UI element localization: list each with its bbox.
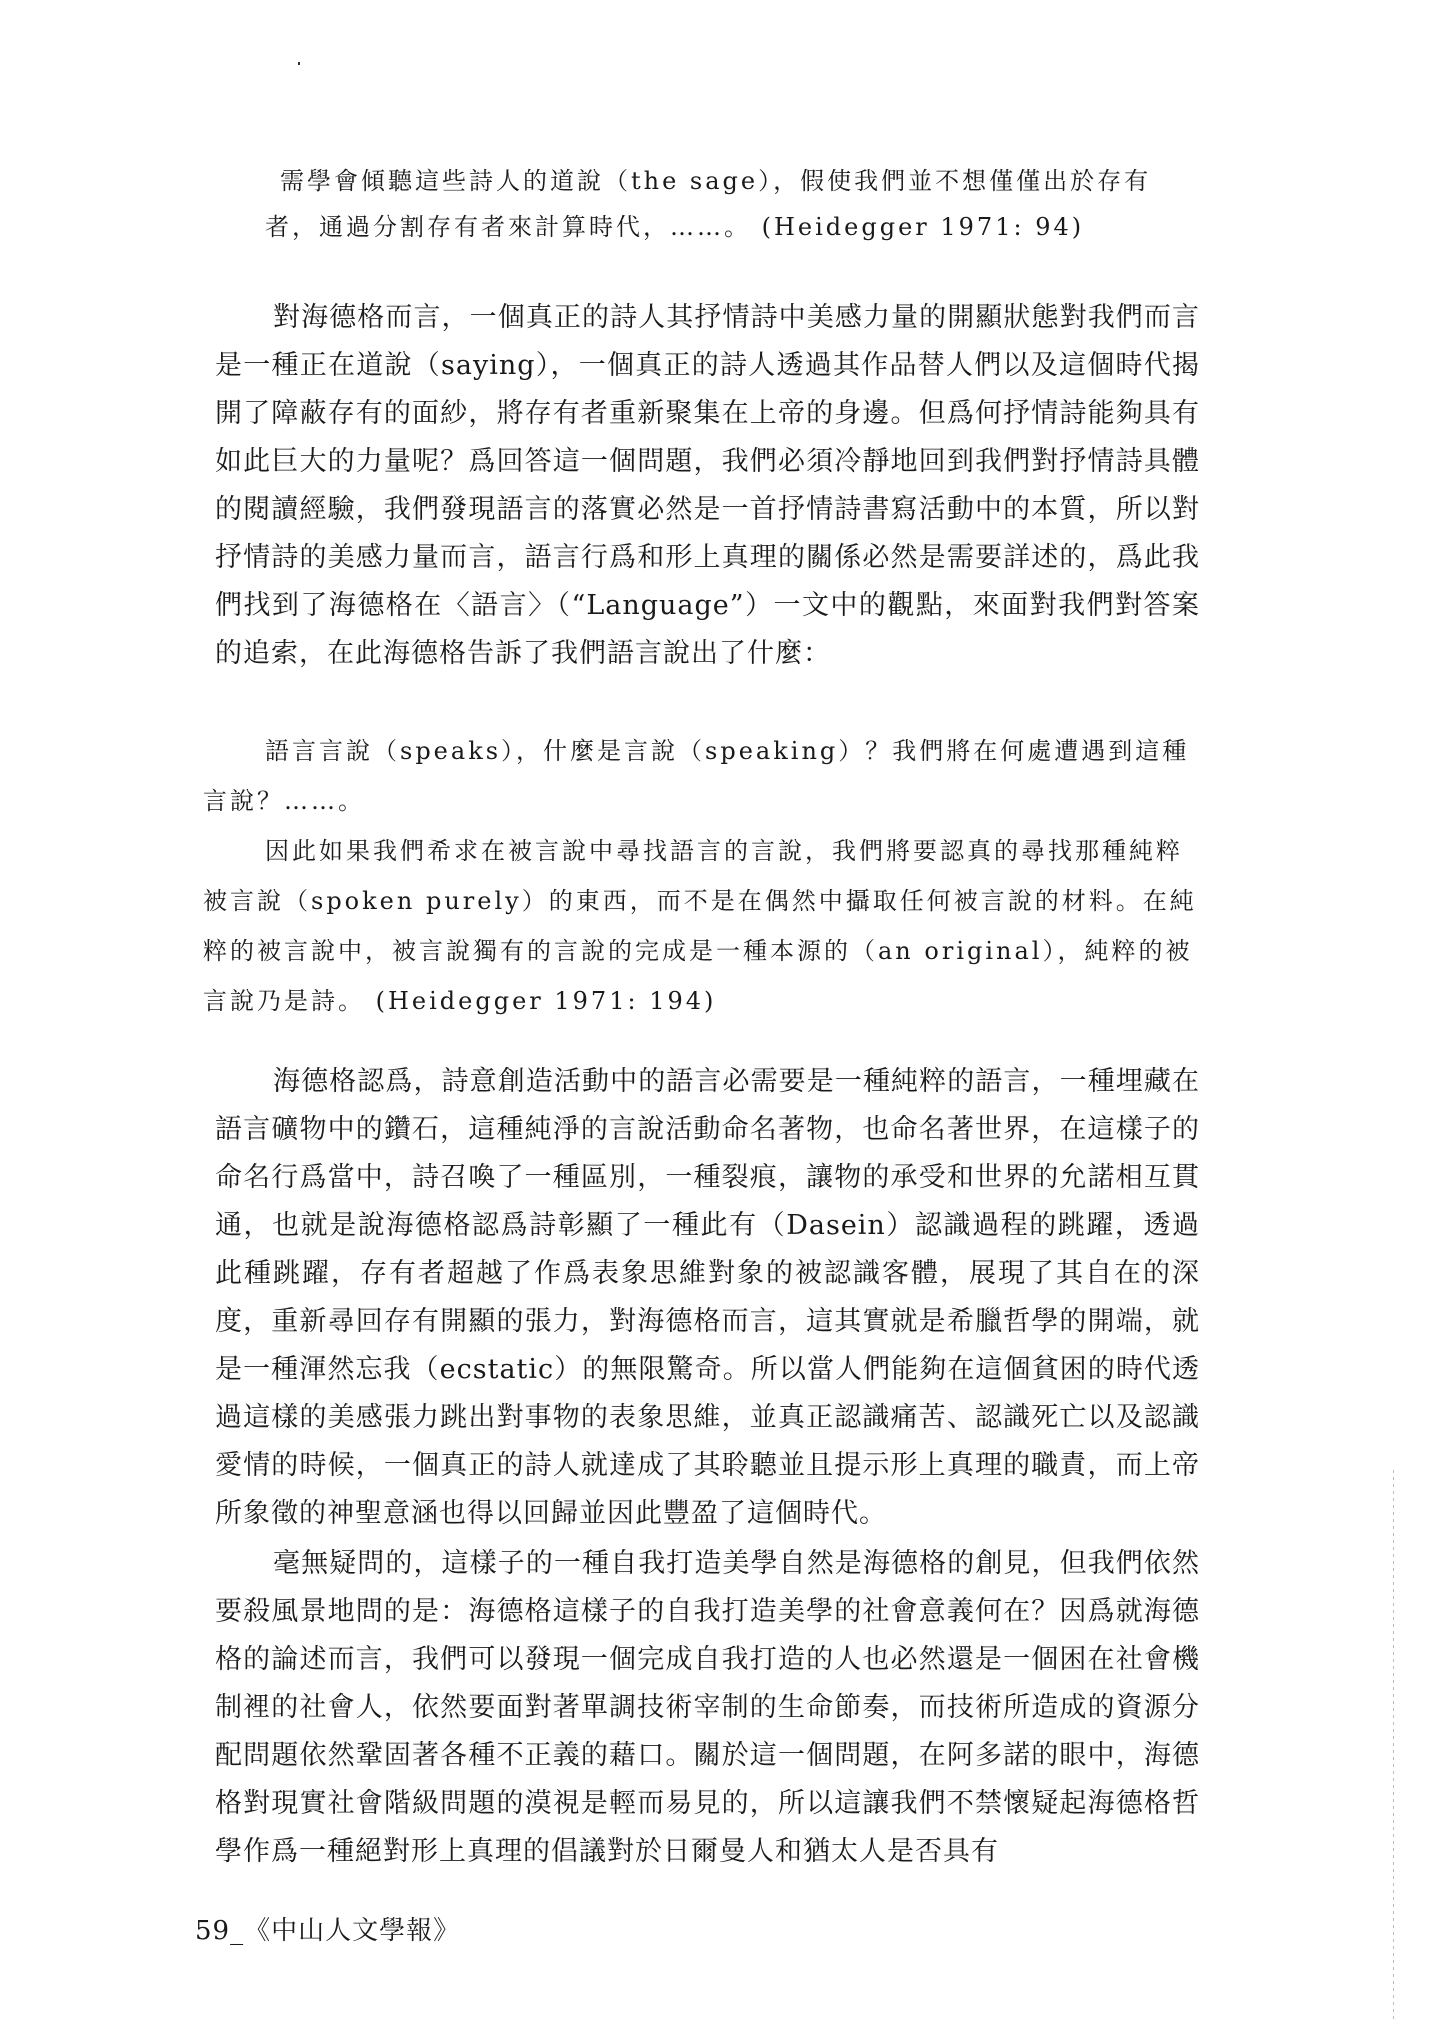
page-footer: 59_《中山人文學報》 — [195, 1916, 461, 1946]
scan-edge-line — [1393, 1470, 1394, 2020]
scan-speck — [298, 62, 300, 65]
quote-2-line-1: 語言言說（speaks），什麼是言說（speaking）？我們將在何處遭遇到這種言說？……。 — [203, 737, 1190, 815]
paragraph-2-text: 海德格認爲，詩意創造活動中的語言必需要是一種純粹的語言，一種埋藏在語言礦物中的鑽石，這種純淨的言說活動命名著物，也命名著世界，在這樣子的命名行爲當中，詩召喚了一種區別，一種裂痕，讓物的承受和世界的允諾相互貫通，也就是說海德格認爲詩彰顯了一種此有（Dasein）認識過程的跳躍，透過此種跳躍，存有者超越了作爲表象思維對象的被認識客體，展現了其自在的深度，重新尋回存有開顯的張力，對海德格而言，這其實就是希臘哲學的開端，就是一種渾然忘我（ecstatic）的無限驚奇。所以當人們能夠在這個貧困的時代透過這樣的美感張力跳出對事物的表象思維，並真正認識痛苦、認識死亡以及認識愛情的時候，一個真正的詩人就達成了其聆聽並且提示形上真理的職責，而上帝所象徵的神聖意涵也得以回歸並因此豐盈了這個時代。 — [215, 1066, 1200, 1529]
block-quote-1 — [265, 158, 1200, 250]
paragraph-3-text: 毫無疑問的，這樣子的一種自我打造美學自然是海德格的創見，但我們依然要殺風景地問的是：海德格這樣子的自我打造美學的社會意義何在？因爲就海德格的論述而言，我們可以發現一個完成自我打造的人也必然還是一個困在社會機制裡的社會人，依然要面對著單調技術宰制的生命節奏，而技術所造成的資源分配問題依然鞏固著各種不正義的藉口。關於這一個問題，在阿多諾的眼中，海德格對現實社會階級問題的漠視是輕而易見的，所以這讓我們不禁懷疑起海德格哲學作爲一種絕對形上真理的倡議對於日爾曼人和猶太人是否具有 — [215, 1548, 1200, 1867]
body-paragraph-2 — [215, 1058, 1200, 1538]
quote-2-line-2: 因此如果我們希求在被言說中尋找語言的言說，我們將要認真的尋找那種純粹被言說（spoken purely）的東西，而不是在偶然中攝取任何被言說的材料。在純粹的被言說中，被言說獨有的言說的完成是一種本源的（an original），純粹的被言說乃是詩。 (Heidegger 1971: 194) — [203, 837, 1197, 1015]
block-quote-2 — [203, 726, 1200, 1026]
quote-1-text: 需學會傾聽這些詩人的道說（the sage），假使我們並不想僅僅出於存有者，通過分割存有者來計算時代，……。 (Heidegger 1971: 94) — [265, 167, 1152, 241]
body-paragraph-3 — [215, 1540, 1200, 1876]
body-paragraph-1 — [215, 294, 1200, 678]
paragraph-1-text: 對海德格而言，一個真正的詩人其抒情詩中美感力量的開顯狀態對我們而言是一種正在道說（saying），一個真正的詩人透過其作品替人們以及這個時代揭開了障蔽存有的面紗，將存有者重新聚集在上帝的身邊。但爲何抒情詩能夠具有如此巨大的力量呢？爲回答這一個問題，我們必須冷靜地回到我們對抒情詩具體的閱讀經驗，我們發現語言的落實必然是一首抒情詩書寫活動中的本質，所以對抒情詩的美感力量而言，語言行爲和形上真理的關係必然是需要詳述的，爲此我們找到了海德格在〈語言〉（“Language”）一文中的觀點，來面對我們對答案的追索，在此海德格告訴了我們語言說出了什麼： — [215, 302, 1200, 669]
